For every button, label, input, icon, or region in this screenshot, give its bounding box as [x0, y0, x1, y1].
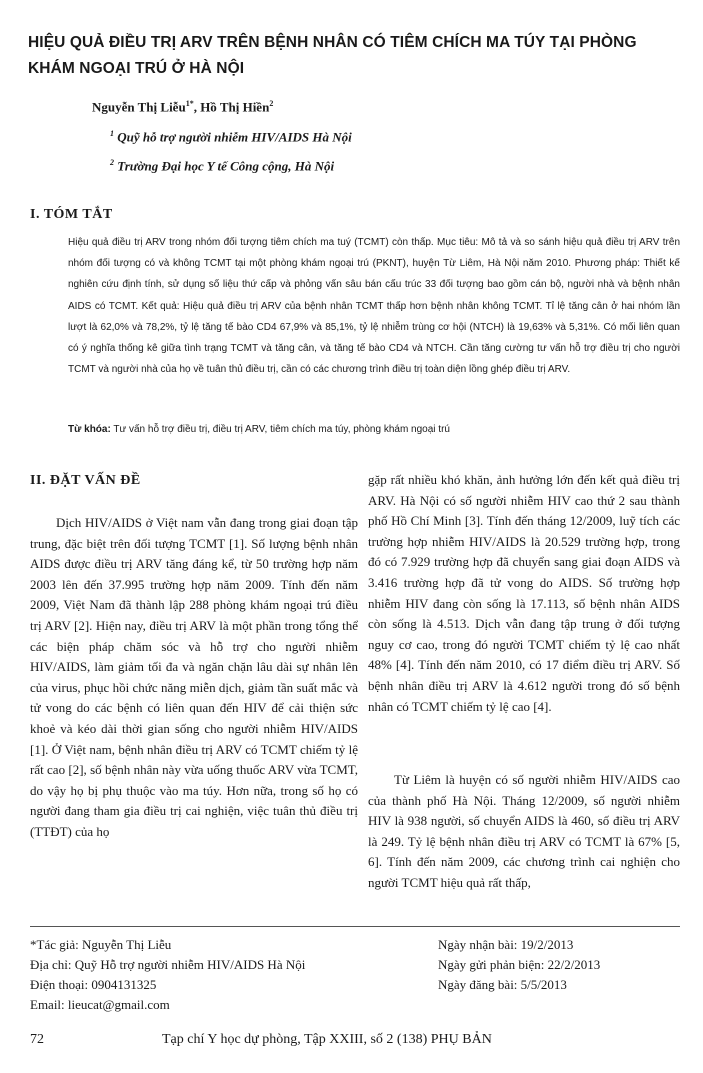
publication-date: Ngày đăng bài: 5/5/2013: [438, 977, 567, 992]
correspondence-info: [30, 935, 305, 1015]
affiliation-number: 1: [110, 129, 114, 138]
affiliation-text: Trường Đại học Y tế Công cộng, Hà Nội: [117, 158, 335, 174]
affiliation: [110, 129, 352, 145]
review-date: Ngày gửi phản biện: 22/2/2013: [438, 957, 601, 972]
body-paragraph-left: Dịch HIV/AIDS ở Việt nam vẫn đang trong giai đoạn tập trung, đặc biệt trên đối tượng TCMT [1]. Số lượng bệnh nhân AIDS được điều trị ARV tăng đáng kể, từ 50 trường hợp năm 2003 lên đến 37.995 trường hợp năm 2009. Tính đến năm 2009, Việt Nam đã thành lập 288 phòng khám ngoại trú điều trị ARV [2]. Hiện nay, điều trị ARV là một phần trong tổng thể các biện pháp chăm sóc và hỗ trợ cho người nhiễm HIV/AIDS, làm giảm tối đa và ngăn chặn lâu dài sự nhân lên của virus, phục hồi chức năng miễn dịch, giảm tần suất mắc và tử vong do các bệnh có liên quan đến HIV để cải thiện sức khoẻ và kéo dài thời gian sống cho người nhiễm HIV/AIDS [1]. Ở Việt nam, bệnh nhân điều trị ARV có TCMT chiếm tỷ lệ rất cao [2], số bệnh nhân này vừa uống thuốc ARV vừa TCMT, do vậy họ bị phụ thuộc vào ma túy. Hơn nữa, trong số họ có người đang tham gia điều trị cai nghiện, việc tuân thủ điều trị (TTĐT) của họ: [30, 515, 358, 839]
received-date: Ngày nhận bài: 19/2/2013: [438, 937, 574, 952]
article-title: HIỆU QUẢ ĐIỀU TRỊ ARV TRÊN BỆNH NHÂN CÓ TIÊM CHÍCH MA TÚY TẠI PHÒNG KHÁM NGOẠI TRÚ Ở HÀ NỘI: [28, 34, 637, 77]
abstract-paragraph: Hiệu quả điều trị ARV trong nhóm đối tượng tiêm chích ma tuý (TCMT) còn thấp. Mục tiêu: Mô tả và so sánh hiệu quả điều trị ARV trên nhóm đối tượng có và không TCMT tại một phòng khám ngoại trú (PKNT), huyện Từ Liêm, Hà Nội năm 2010. Phương pháp: Thiết kế nghiên cứu định tính, sử dụng số liệu thứ cấp và phỏng vấn sâu bán cấu trúc 33 đối tượng bao gồm cán bộ, người nhà và bệnh nhân AIDS có TCMT. Kết quả: Hiệu quả điều trị ARV của bệnh nhân TCMT thấp hơn bệnh nhân không TCMT. Tỉ lệ tăng cân ở hai nhóm lần lượt là 62,0% và 78,2%, tỷ lệ tăng tế bào CD4 67,9% và 85,1%, tỷ lệ nhiễm trùng cơ hội (NTCH) là 19,63% và 5,31%. Có mối liên quan có ý nghĩa thống kê giữa tình trạng TCMT và tăng cân, và tăng tế bào CD4 và NTCH. Cần tăng cường tư vấn hỗ trợ điều trị cho người TCMT và người nhà của họ về tuân thủ điều trị, cần có các chương trình điều trị toàn diện lồng ghép điều trị ARV.: [68, 237, 680, 376]
section-heading-summary: I. TÓM TẮT: [30, 207, 113, 222]
corresponding-author: *Tác giả: Nguyễn Thị Liễu: [30, 937, 172, 952]
body-paragraph-right: Từ Liêm là huyện có số người nhiễm HIV/AIDS cao của thành phố Hà Nội. Tháng 12/2009, số người nhiễm HIV là 938 người, số chuyển AIDS là 460, số điều trị ARV là 249. Tỷ lệ bệnh nhân điều trị ARV có TCMT là 67% [5, 6]. Tính đến năm 2009, các chương trình cai nghiện cho người TCMT hiệu quả rất thấp,: [368, 772, 680, 890]
author-name: Nguyễn Thị Liễu: [92, 99, 186, 115]
author-email: Email: lieucat@gmail.com: [30, 997, 170, 1012]
footnote-divider: [30, 926, 680, 927]
author-phone: Điện thoại: 0904131325: [30, 977, 157, 992]
submission-dates: [438, 935, 600, 995]
affiliation-number: 2: [110, 158, 114, 167]
author-line: [92, 99, 273, 115]
author-superscript: 2: [269, 99, 274, 108]
affiliation: [110, 158, 334, 174]
author-superscript: 1*: [185, 99, 194, 108]
affiliation-text: Quỹ hỗ trợ người nhiễm HIV/AIDS Hà Nội: [117, 129, 352, 145]
author-address: Địa chỉ: Quỹ Hỗ trợ người nhiễm HIV/AIDS Hà Nội: [30, 957, 306, 972]
author-name: Hồ Thị Hiền: [200, 99, 270, 115]
author-separator: ,: [193, 99, 201, 115]
keywords-text: Tư vấn hỗ trợ điều trị, điều trị ARV, tiêm chích ma túy, phòng khám ngoại trú: [110, 424, 450, 435]
page-number: 72: [30, 1032, 44, 1047]
keywords-line: [68, 422, 680, 438]
body-paragraph-right: gặp rất nhiều khó khăn, ảnh hưởng lớn đến kết quả điều trị ARV. Hà Nội có số người nhiễm HIV cao thứ 2 sau thành phố Hồ Chí Minh [3]. Tính đến tháng 12/2009, luỹ tích các trường hợp nhiễm HIV/AIDS là 20.529 trường hợp, trong đó có 7.929 trường hợp đã chuyển sang giai đoạn AIDS và 3.416 trường hợp đã tử vong do AIDS. Số trường hợp nhiễm HIV đang còn sống là 17.113, số bệnh nhân AIDS còn sống là 4.513. Dịch vẫn đang tập trung ở đối tượng nguy cơ cao, trong đó người TCMT chiếm tỷ lệ cao nhất 48% [4]. Tính đến năm 2010, có 17 điểm điều trị ARV. Số bệnh nhân điều trị ARV là 4.612 người trong đó số bệnh nhân có TCMT chiếm tỷ lệ cao [4].: [368, 472, 680, 714]
section-heading-introduction: II. ĐẶT VẤN ĐỀ: [30, 473, 141, 488]
journal-citation: Tạp chí Y học dự phòng, Tập XXIII, số 2 (138) PHỤ BẢN: [162, 1032, 492, 1047]
keywords-label: Từ khóa:: [68, 424, 111, 435]
